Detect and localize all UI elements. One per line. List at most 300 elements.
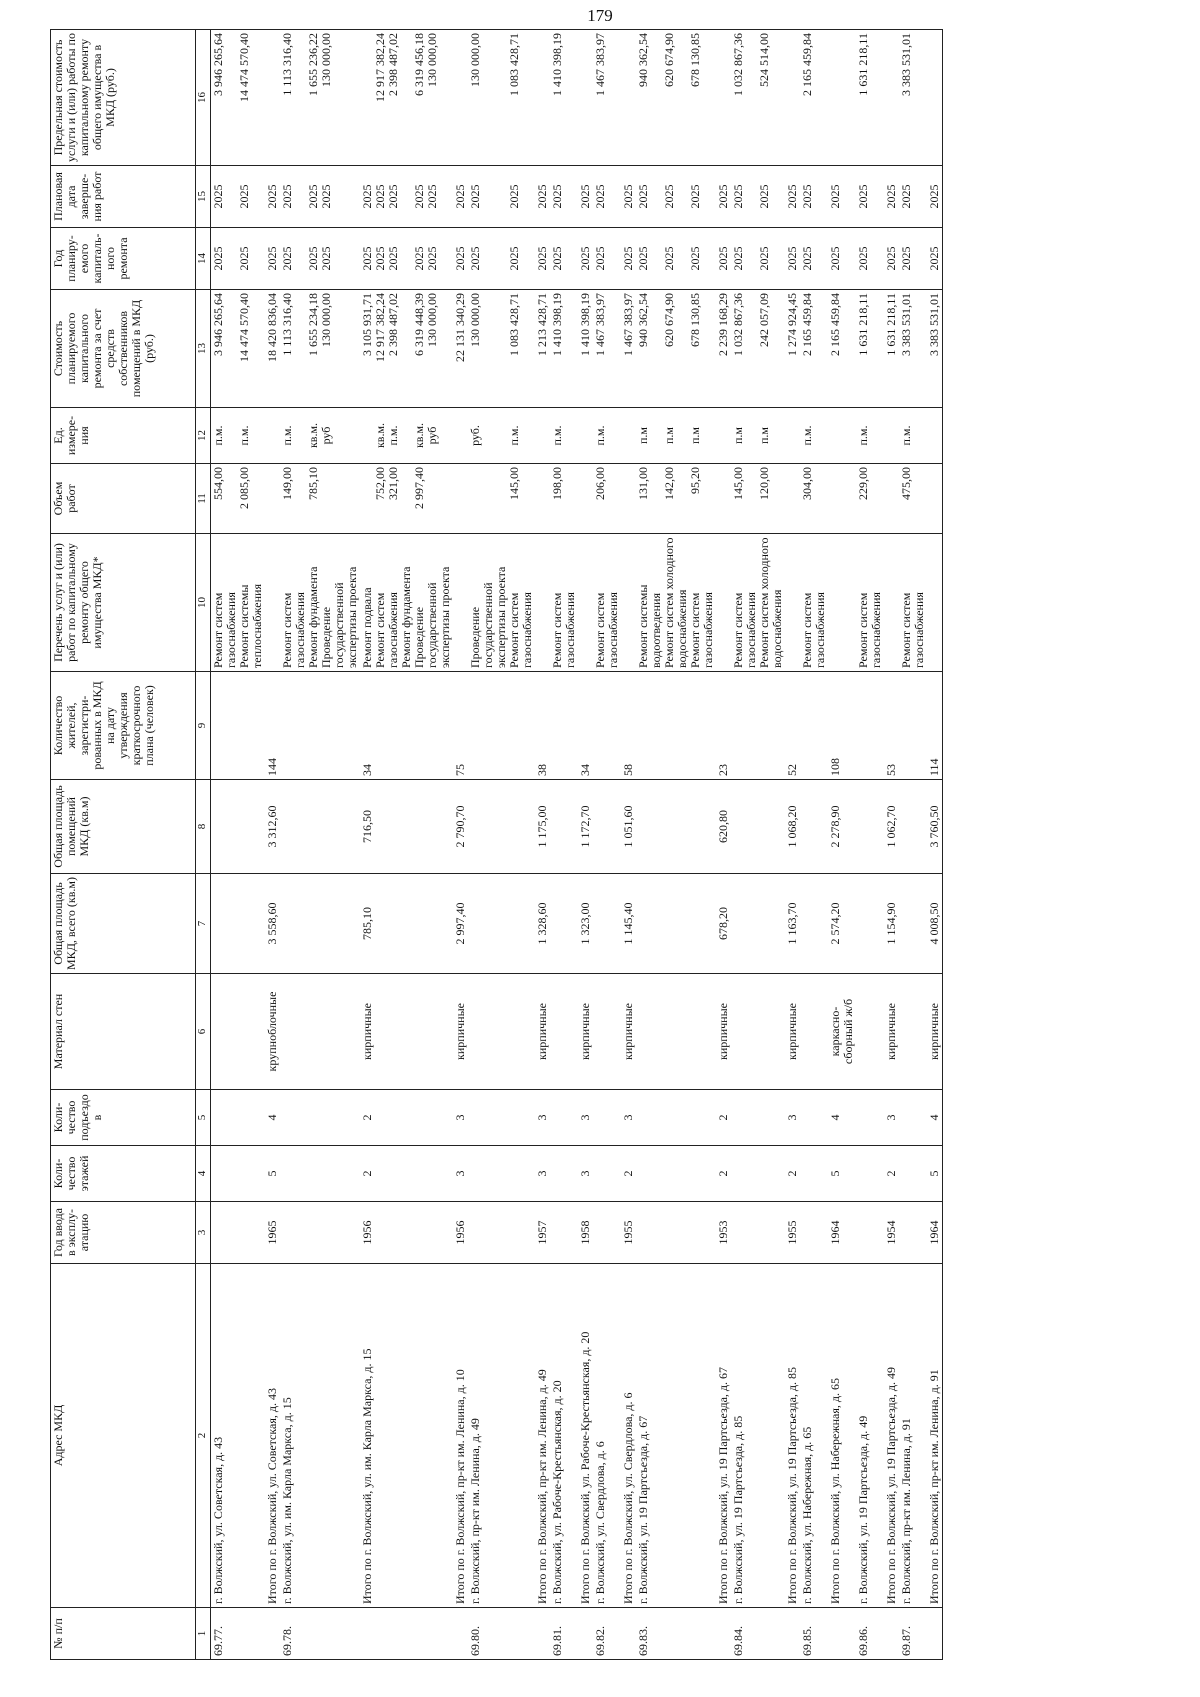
column-number-row	[196, 30, 211, 1660]
cell-line: экспертизы проекта	[494, 566, 508, 668]
cell-line	[702, 467, 715, 530]
cell-line	[469, 467, 482, 530]
commission-year-cell	[899, 1202, 927, 1264]
cell-line: 145,00	[731, 467, 745, 500]
cell-line: 3	[578, 1170, 592, 1177]
floors-cell	[927, 1146, 943, 1202]
total-area-cell	[800, 874, 828, 974]
cell-line	[870, 169, 883, 224]
cell-line: 1 032 867,36	[731, 293, 745, 356]
cell-line: 2 790,70	[453, 805, 467, 848]
cell-line	[928, 467, 941, 530]
cell-line: 14 474 570,40	[237, 33, 251, 102]
cell-line: 6 319 448,39	[412, 293, 426, 356]
cell-line	[439, 169, 452, 224]
cell-line	[829, 33, 842, 162]
cell-line: 2025	[927, 184, 941, 209]
entrances-cell	[899, 1090, 927, 1146]
wall-material-cell	[621, 974, 636, 1090]
entrances-cell	[211, 1090, 266, 1146]
cell-line: 1965	[265, 1220, 279, 1245]
entrances-cell	[280, 1090, 360, 1146]
cell-line	[928, 537, 941, 668]
cell-line	[607, 411, 620, 460]
cell-line: руб	[319, 426, 333, 445]
cell-line	[702, 231, 715, 286]
repair-year-cell	[280, 228, 360, 290]
cell-line: 304,00	[800, 467, 814, 500]
works-list-cell	[535, 534, 550, 672]
max-cost-cell	[636, 30, 716, 166]
total-area-cell	[535, 874, 550, 974]
cell-line: 785,10	[360, 907, 374, 940]
commission-year-cell	[731, 1202, 785, 1264]
cell-line: 130 000,00	[319, 293, 333, 347]
cell-line	[786, 537, 799, 668]
column-number: 1	[196, 1608, 211, 1660]
works-list-cell	[927, 534, 943, 672]
total-area-cell	[856, 874, 884, 974]
premises-area-cell	[550, 780, 578, 874]
entrances-cell	[731, 1090, 785, 1146]
cell-line: 2025	[621, 184, 635, 209]
cell-line	[482, 33, 495, 162]
cell-line: Итого по г. Волжский, ул. 19 Партсъезда, д. 49	[884, 1366, 898, 1604]
row-number-cell: 69.77.	[211, 1608, 266, 1660]
cell-line: водоснабжения	[770, 589, 784, 668]
floors-cell	[280, 1146, 360, 1202]
cell-line	[913, 293, 926, 404]
cell-line: 2025	[688, 184, 702, 209]
cell-line: водоотведения	[649, 593, 663, 668]
floors-cell	[785, 1146, 800, 1202]
works-list-cell	[550, 534, 578, 672]
max-cost-cell	[899, 30, 927, 166]
cell-line	[607, 293, 620, 404]
cell-line: 3 383 531,01	[899, 293, 913, 356]
unit-cell	[211, 408, 266, 464]
cell-line	[637, 877, 650, 970]
cell-line	[439, 33, 452, 162]
entrances-cell	[593, 1090, 621, 1146]
table-row	[593, 30, 621, 1660]
cell-line: 108	[828, 758, 842, 776]
cell-line: 2 165 459,84	[800, 33, 814, 96]
cell-line	[637, 977, 650, 1086]
cell-line: кирпичные	[621, 1003, 635, 1060]
cell-line	[212, 675, 225, 776]
address-cell	[828, 1264, 856, 1608]
cell-line	[928, 33, 941, 162]
cell-line: Ремонт системы	[237, 584, 251, 668]
cell-line: 475,00	[899, 467, 913, 500]
address-cell	[731, 1264, 785, 1608]
cell-line	[346, 231, 359, 286]
works-list-cell	[731, 534, 785, 672]
unit-cell	[716, 408, 731, 464]
cell-line: 23	[716, 764, 730, 776]
cell-line: 3 383 531,01	[899, 33, 913, 96]
cell-line: п.м.	[280, 425, 294, 446]
cell-line: г. Волжский, ул. 19 Партсъезда, д. 49	[856, 1415, 870, 1604]
works-list-cell	[578, 534, 593, 672]
cell-line: 940 362,54	[636, 33, 650, 87]
cell-line	[521, 33, 534, 162]
cell-line: 2025	[550, 184, 564, 209]
commission-year-cell	[884, 1202, 899, 1264]
cell-line	[454, 537, 467, 668]
completion-date-cell	[731, 166, 785, 228]
cell-line: 2025	[535, 184, 549, 209]
header-cell: Общая площадь помещений МКД (кв.м)	[51, 780, 196, 874]
cell-line	[454, 467, 467, 530]
cell-line	[913, 169, 926, 224]
residents-cell	[468, 672, 535, 780]
wall-material-cell	[856, 974, 884, 1090]
commission-year-cell	[280, 1202, 360, 1264]
floors-cell	[265, 1146, 280, 1202]
cell-line: 1964	[828, 1220, 842, 1245]
cell-line: государственной	[425, 582, 439, 668]
cell-line: 2025	[716, 184, 730, 209]
cell-line	[857, 1149, 870, 1198]
work-volume-cell	[828, 464, 856, 534]
cell-line: 2	[360, 1114, 374, 1121]
cell-line	[814, 411, 827, 460]
cell-line	[732, 675, 745, 776]
cell-line: 2025	[578, 246, 592, 271]
header-cell: Перечень услуг и (или) работ по капитальному ремонту общего имущества МКД*	[51, 534, 196, 672]
cell-line: 2025	[319, 184, 333, 209]
cell-line: кв.м.	[373, 422, 387, 449]
commission-year-cell	[468, 1202, 535, 1264]
cell-line: 3 946 265,64	[211, 293, 225, 356]
cell-line: 3 105 931,71	[360, 293, 374, 356]
cell-line: Ремонт фундамента	[306, 566, 320, 668]
cell-line: 1 631 218,11	[856, 33, 870, 96]
table-row	[468, 30, 535, 1660]
max-cost-cell	[468, 30, 535, 166]
completion-date-cell	[800, 166, 828, 228]
row-number-cell	[927, 1608, 943, 1660]
commission-year-cell	[828, 1202, 856, 1264]
cell-line	[717, 537, 730, 668]
repair-year-cell	[578, 228, 593, 290]
planned-cost-cell	[453, 290, 468, 408]
cell-line: 3	[785, 1114, 799, 1121]
cell-line	[454, 411, 467, 460]
completion-date-cell	[211, 166, 266, 228]
planned-cost-cell	[578, 290, 593, 408]
premises-area-cell	[265, 780, 280, 874]
table-row	[785, 30, 800, 1660]
table-row	[211, 30, 266, 1660]
cell-line: 130 000,00	[319, 33, 333, 87]
rotated-table-container	[50, 30, 1150, 1660]
column-number: 3	[196, 1202, 211, 1264]
planned-cost-cell	[716, 290, 731, 408]
entrances-cell	[884, 1090, 899, 1146]
cell-line: 2025	[280, 184, 294, 209]
cell-line: кирпичные	[927, 1003, 941, 1060]
entrances-cell	[265, 1090, 280, 1146]
cell-line	[637, 675, 650, 776]
cell-line	[885, 537, 898, 668]
total-area-cell	[716, 874, 731, 974]
address-cell	[453, 1264, 468, 1608]
planned-cost-cell	[636, 290, 716, 408]
cell-line: 5	[828, 1170, 842, 1177]
residents-cell	[280, 672, 360, 780]
cell-line: Итого по г. Волжский, ул. 19 Партсъезда, д. 85	[785, 1366, 799, 1604]
cell-line	[346, 169, 359, 224]
cell-line	[702, 33, 715, 162]
entrances-cell	[856, 1090, 884, 1146]
cell-line: 2025	[373, 184, 387, 209]
address-cell	[927, 1264, 943, 1608]
cell-line: 3	[453, 1114, 467, 1121]
unit-cell	[265, 408, 280, 464]
residents-cell	[550, 672, 578, 780]
floors-cell	[211, 1146, 266, 1202]
table-row	[265, 30, 280, 1660]
work-volume-cell	[785, 464, 800, 534]
cell-line	[771, 33, 784, 162]
cell-line	[814, 231, 827, 286]
cell-line: 2025	[927, 246, 941, 271]
header-cell: Ед. измере-ния	[51, 408, 196, 464]
cell-line: п.м	[757, 427, 771, 445]
commission-year-cell	[578, 1202, 593, 1264]
unit-cell	[535, 408, 550, 464]
cell-line: 95,20	[688, 467, 702, 494]
unit-cell	[636, 408, 716, 464]
cell-line: 3	[578, 1114, 592, 1121]
table-row	[899, 30, 927, 1660]
repair-year-cell	[265, 228, 280, 290]
unit-cell	[927, 408, 943, 464]
cell-line: 1 163,70	[785, 902, 799, 945]
cell-line: 2025	[636, 184, 650, 209]
address-cell	[899, 1264, 927, 1608]
max-cost-cell	[265, 30, 280, 166]
cell-line	[732, 1205, 745, 1260]
cell-line	[885, 33, 898, 162]
cell-line: 2025	[785, 184, 799, 209]
works-list-cell	[453, 534, 468, 672]
cell-line	[885, 411, 898, 460]
cell-line: Ремонт систем холодного	[662, 537, 676, 668]
total-area-cell	[785, 874, 800, 974]
wall-material-cell	[636, 974, 716, 1090]
address-cell	[550, 1264, 578, 1608]
wall-material-cell	[785, 974, 800, 1090]
cell-line: 2025	[856, 246, 870, 271]
cell-line: 2025	[856, 184, 870, 209]
row-number-cell: 69.85.	[800, 1608, 828, 1660]
cell-line: 3 383 531,01	[927, 293, 941, 356]
cell-line	[637, 1205, 650, 1260]
cell-line	[482, 293, 495, 404]
works-list-cell	[621, 534, 636, 672]
cell-line	[622, 537, 635, 668]
cell-line: 2025	[507, 184, 521, 209]
unit-cell	[785, 408, 800, 464]
cell-line	[551, 1093, 564, 1142]
planned-cost-cell	[280, 290, 360, 408]
table-row	[731, 30, 785, 1660]
commission-year-cell	[265, 1202, 280, 1264]
repair-year-cell	[453, 228, 468, 290]
cell-line	[564, 293, 577, 404]
cell-line	[801, 783, 814, 870]
cell-line: кирпичные	[453, 1003, 467, 1060]
cell-line	[870, 231, 883, 286]
floors-cell	[550, 1146, 578, 1202]
total-area-cell	[550, 874, 578, 974]
residents-cell	[636, 672, 716, 780]
cell-line: 145,00	[507, 467, 521, 500]
cell-line	[266, 467, 279, 530]
cell-line	[469, 1149, 482, 1198]
cell-line: Ремонт систем	[688, 592, 702, 668]
repair-year-cell	[550, 228, 578, 290]
cell-line	[266, 411, 279, 460]
cell-line	[426, 467, 439, 530]
premises-area-cell	[731, 780, 785, 874]
address-cell	[280, 1264, 360, 1608]
total-area-cell	[731, 874, 785, 974]
cell-line	[212, 1205, 225, 1260]
planned-cost-cell	[800, 290, 828, 408]
floors-cell	[856, 1146, 884, 1202]
repair-plan-table	[50, 29, 943, 1660]
cell-line: г. Волжский, ул. Советская, д. 43	[211, 1436, 225, 1604]
cell-line: Итого по г. Волжский, ул. 19 Партсъезда, д. 67	[716, 1366, 730, 1604]
cell-line: 2025	[412, 184, 426, 209]
cell-line	[281, 977, 294, 1086]
address-cell	[593, 1264, 621, 1608]
cell-line	[564, 411, 577, 460]
total-area-cell	[621, 874, 636, 974]
cell-line: 3 946 265,64	[211, 33, 225, 96]
cell-line: 2025	[319, 246, 333, 271]
commission-year-cell	[927, 1202, 943, 1264]
cell-line: газоснабжения	[224, 592, 238, 668]
commission-year-cell	[453, 1202, 468, 1264]
wall-material-cell	[578, 974, 593, 1090]
cell-line	[870, 33, 883, 162]
row-number-cell	[785, 1608, 800, 1660]
cell-line	[857, 1093, 870, 1142]
cell-line: сборный ж/б	[841, 998, 855, 1065]
header-cell: Объем работ	[51, 464, 196, 534]
cell-line: г. Волжский, ул. Свердлова, д. 6	[593, 1441, 607, 1604]
completion-date-cell	[593, 166, 621, 228]
address-cell	[211, 1264, 266, 1608]
cell-line	[801, 675, 814, 776]
cell-line	[439, 231, 452, 286]
cell-line: 2	[716, 1114, 730, 1121]
total-area-cell	[828, 874, 856, 974]
cell-line: 2	[884, 1170, 898, 1177]
residents-cell	[899, 672, 927, 780]
premises-area-cell	[884, 780, 899, 874]
repair-year-cell	[593, 228, 621, 290]
total-area-cell	[468, 874, 535, 974]
cell-line	[607, 231, 620, 286]
cell-line: 22 131 340,29	[453, 293, 467, 362]
works-list-cell	[593, 534, 621, 672]
wall-material-cell	[884, 974, 899, 1090]
repair-year-cell	[800, 228, 828, 290]
cell-line: 1 410 398,19	[550, 33, 564, 96]
works-list-cell	[716, 534, 731, 672]
cell-line	[212, 877, 225, 970]
cell-line	[521, 467, 534, 530]
cell-line: 1958	[578, 1220, 592, 1245]
max-cost-cell	[280, 30, 360, 166]
cell-line: 2025	[453, 246, 467, 271]
cell-line	[536, 411, 549, 460]
cell-line	[732, 1093, 745, 1142]
row-number-cell: 69.80.	[468, 1608, 535, 1660]
entrances-cell	[535, 1090, 550, 1146]
cell-line	[594, 675, 607, 776]
commission-year-cell	[211, 1202, 266, 1264]
cell-line: 2 085,00	[237, 467, 251, 509]
row-number-cell: 69.86.	[856, 1608, 884, 1660]
cell-line	[786, 467, 799, 530]
column-number: 6	[196, 974, 211, 1090]
cell-line	[551, 877, 564, 970]
cell-line	[928, 411, 941, 460]
cell-line: государственной	[332, 582, 346, 668]
total-area-cell	[636, 874, 716, 974]
floors-cell	[731, 1146, 785, 1202]
repair-year-cell	[211, 228, 266, 290]
cell-line	[594, 1149, 607, 1198]
cell-line: 3	[535, 1114, 549, 1121]
cell-line	[536, 467, 549, 530]
completion-date-cell	[265, 166, 280, 228]
max-cost-cell	[884, 30, 899, 166]
premises-area-cell	[856, 780, 884, 874]
cell-line: 5	[927, 1170, 941, 1177]
cell-line: 2 997,40	[453, 902, 467, 945]
header-cell: Общая площадь МКД, всего (кв.м)	[51, 874, 196, 974]
cell-line: 2 398 487,02	[386, 293, 400, 356]
cell-line: 144	[265, 758, 279, 776]
cell-line: 1 467 383,97	[593, 33, 607, 96]
repair-year-cell	[785, 228, 800, 290]
cell-line: 678 130,85	[688, 33, 702, 87]
cell-line: газоснабжения	[701, 592, 715, 668]
cell-line: 1956	[360, 1220, 374, 1245]
entrances-cell	[716, 1090, 731, 1146]
max-cost-cell	[593, 30, 621, 166]
cell-line	[333, 467, 346, 530]
max-cost-cell	[578, 30, 593, 166]
cell-line	[551, 977, 564, 1086]
cell-line: 2025	[800, 184, 814, 209]
cell-line: 1 154,90	[884, 902, 898, 945]
cell-line: Ремонт систем	[856, 592, 870, 668]
cell-line	[251, 293, 264, 404]
planned-cost-cell	[731, 290, 785, 408]
table-row	[550, 30, 578, 1660]
cell-line	[320, 467, 333, 530]
